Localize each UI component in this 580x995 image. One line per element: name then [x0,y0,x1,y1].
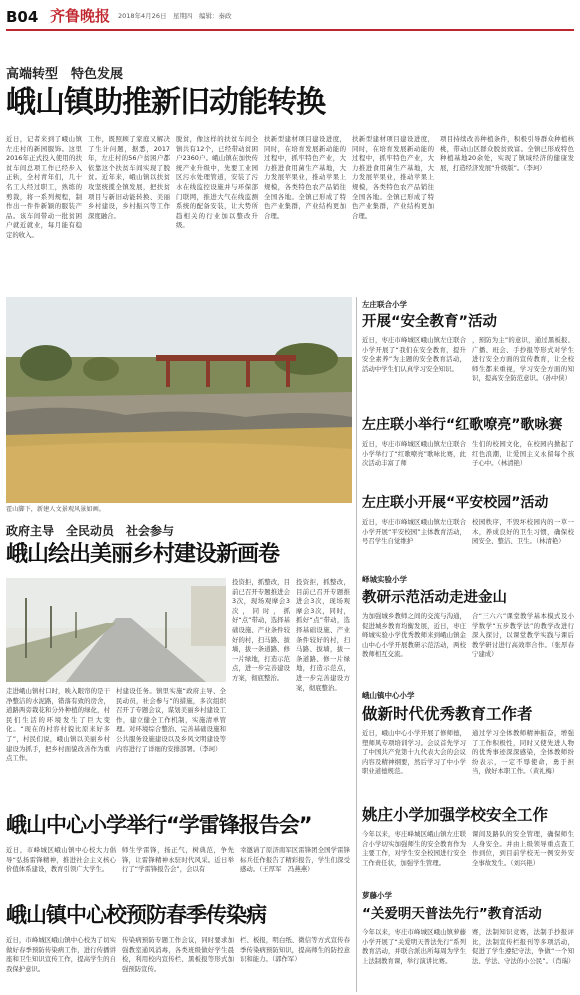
right1-kicker: 左庄联合小学 [362,300,407,309]
right7-title: “关爱明天普法先行”教育活动 [362,906,542,922]
village-landscape-photo [6,297,352,503]
page-header [0,0,580,30]
right5-kicker: 峨山镇中心小学 [362,691,415,700]
right5-title: 做新时代优秀教育工作者 [362,705,533,723]
article1-title: 峨山镇助推新旧动能转换 [6,85,325,120]
article3-title: 峨山中心小学举行“学雷锋报告会” [6,813,312,837]
article2-colA: 投资拒，抓整改，目前已召开专题推进会3次，现场观摩会3次，同时，抓好“点”带动，选择基础设施、产业条件较好的村，扫马路、拔墙，拔一条道路、修一片绿地，打造示范点，进一步完善建设方案，彻底整治。 [232,578,290,682]
article2-colA2: 投资拒，抓整改，目前已召开专题推进会3次，现场观摩会3次，同时，抓好“点”带动，选择基础设施、产业条件较好的村，扫马路、拔墙，拔一条道路、修一片绿地，打造示范点，进一步完善建设方案，彻底整治。 [296,578,350,692]
article1-col5: 项目持续改善种植条件，积极引导群众种植核桃，带动山区群众脱贫致富。全镇已形成特色种植基地20余处，实现了镇域经济的健康发展，打造经济发展“升级版”。（李珂） [440,135,574,172]
column-divider [356,297,357,992]
right3-col2: 校园秩序，不毁坏校园内的一草一木，养成良好的卫生习惯，确保校园安全、整洁、卫生。（林清艳） [472,518,574,546]
article3-col1: 近日，市峰城区峨山镇中心校大力倡导“弘扬雷锋精神，推进社会主义核心价值体系建设，教育引领广大学生。 [6,846,116,874]
right7-col2: 赛，法制知识竞赛，法制手抄报评比，法制宣传栏报刊等多项活动，促进了学生遵纪守法，争做“一个知法、学法、守法的小公民”。（肖瑞） [472,928,575,965]
right1-col2: ，预防为主”的意识，通过黑板报、广播、班会、手抄报等形式对学生进行安全方面的宣传教育，让全校师生都来重视，学习安全方面的知识，提高安全防范意识。（孙中侠） [472,336,574,383]
right4-kicker: 峄城实验小学 [362,575,407,584]
right6-col2: 课间及路队的安全管理，确保师生人身安全。并由上级领导重点查工作到位，到目前学校无一例安外安全事故发生。（刘兴艳） [472,830,574,867]
article1-col1: 近日，记者来到了峨山镇左庄村的新园服饰。这里2016年正式投入使用的扶贫车间总项工作已经步入正轨，全村青年们，几十名工人经过职工，熟练的剪裁，将一系列规程，制作出一件件新颖的服装产品。该车间带动一批贫困户就近就业，每月能有稳定的收入。 [6,135,82,239]
right1-title: 开展“安全教育”活动 [362,314,498,330]
right7-kicker: 萝藤小学 [362,891,392,900]
header-rule [6,29,574,31]
article4-col3: 栏、板报，明白纸、微信等方式宣传春季传染病预防知识，提高师生的防控意识和能力。（郭作军） [240,936,350,964]
road-illustration [6,578,226,682]
landscape-illustration [6,297,352,503]
right3-col1: 近日，枣庄市峰城区峨山镇左庄联合小学开展“平安校园”主体教育活动，号召学生自觉维护 [362,518,466,546]
article3-col2: 师生学雷锋，扬正气，树典范，争先锋，让雷锋精神永驻时代风采。近日举行了“学雷锋报告会”，会以有 [122,846,234,874]
right7-col1: 今年以来，枣庄市峰城区峨山镇萝藤小学开展了“关爱明天普法先行”系列教育活动，并联合派出所每周为学生上法制教育课，举行演讲比赛。 [362,928,466,965]
right4-title: 教研示范活动走进金山 [362,590,507,606]
right3-title: 左庄联小开展“平安校园”活动 [362,495,549,511]
right6-col1: 今年以来，枣庄峰城区峨山镇左庄联合小学切实加强师生的安全教育作为主要工作，对学生安全校园进行安全工作责任状，加强学生管理。 [362,830,466,867]
article1-col2: 工作，既照顾了家庭又解决了生计问题，据悉，2017年，左庄村的56户贫困户都依靠这个扶贫车间实现了脱贫。近年来，峨山镇以扶贫攻坚统揽全镇发展，把扶贫项目与新旧动能转换、美丽乡村建设，乡村振兴等工作深度融合。 [88,135,170,220]
article1-col4: 扶新型建材项目建设进度，同时，在培育发展新动能的过程中，抓牢特色产业，大力推进食用菌生产基地，大力发展苹果业，推动苹果上规模，各类特色农产品销往全国各地。全镇已形成了特色产业集群，产业结构更加合理。 [264,135,346,220]
page-number: B04 [6,8,39,26]
village-road-photo [6,578,226,682]
newspaper-logo: 齐鲁晚报 [50,7,111,25]
article2-colB1: 走进峨山镇村口时，映入眼帘的是干净整洁的水泥路，错落有致的房舍，道路两旁栽花和分外种植的绿化，村民们生活的环境发生了巨大变化。“现在的村容村貌比原来好多了”，村民们说，峨山镇以美丽乡村建设为抓手，把乡村面貌改善作为重点工作。 [6,687,110,763]
article2-colB2: 村建设任务。镇里实施“政府主导、全民动员，社会参与”的措施，多次组织召开了专题会议，谋划美丽乡村建设工作，建立健全工作机制，实施清单管理。对环境综合整治、完善基础设施和公共服务设施建设以及乡风文明建设等内容进行了详细的安排部署。（李珂） [116,687,226,753]
article4-col2: 传染病预防专题工作会议，同时要求加强教室通风消毒，各类班级做好学生晨检，利用校内宣传栏、黑板报等形式加强预防宣传。 [122,936,234,973]
right6-title: 姚庄小学加强学校安全工作 [362,806,549,824]
article2-title: 峨山绘出美丽乡村建设新画卷 [6,542,280,567]
photo1-caption: 霍山脚下，新建人文景观风景如画。 [6,506,105,513]
article1-col4b: 扶新型建材项目建设进度，同时，在培育发展新动能的过程中，抓牢特色产业，大力推进食用菌生产基地，大力发展苹果业，推动苹果上规模，各类特色农产品销往全国各地。全镇已形成了特色产业集群，产业结构更加合理。 [352,135,434,220]
article4-title: 峨山镇中心校预防春季传染病 [6,903,266,927]
right2-col2: 生们的校园文化，在校园内掀起了红色浪潮，让爱国主义永留每个孩子心中。（林清艳） [472,440,574,468]
right5-col1: 近日，峨山中心小学开展了修师德，塑师风专项培训学习。会议首先学习了中国共产党第十九代表大会的会议内容及精神纲要，然后学习了中小学职业道德规范。 [362,729,466,776]
article2-kicker: 政府主导 全民动员 社会参与 [6,524,175,538]
article4-col1: 近日，市峰城区峨山镇中心校为了切实做好春季预防传染病工作，进行传播讲座和卫生知识宣传工作，提高学生的自我保护意识。 [6,936,116,973]
right4-col2: 合“三六六”课堂教学基本模式及小学数学“五步教学法”的教学改进行深入探讨，以课堂教学实践与课后教学研讨进行高效率合作。（张厚春 宁建成） [472,612,580,659]
right2-title: 左庄联小举行“红歌嘹亮”歌咏赛 [362,417,563,433]
issue-date: 2018年4月26日 星期四 编辑：秦政 [118,12,232,20]
article3-col3: 幸邀请了原济南军区雷锋团全国学雷锋标兵任作报告了精彩报告，学生们深受感动。（王厚军 冯燕燕） [240,846,350,874]
right1-col1: 近日，枣庄市峰城区峨山镇左庄联合小学开展了“我们在安全教育，提升安全素养”为主题的安全教育活动，活动中学生们认真学习安全知识。 [362,336,466,373]
article1-col3: 脱贫，像这样的扶贫车间全镇共有12个，已经带动贫困户2360户。峨山镇在加快传统产业升级中，先要工业园区污水处理管道，安装了污水在线监控设施并与环保部门联网，推进大气在线监测系统的配备安装，让大势所趋相关的行业加以整改升级。 [176,135,258,230]
article1-kicker: 高端转型 特色发展 [6,67,124,82]
right5-col2: 通过学习全体教师精神振奋，增强了工作积极性，同时又使先进人物的优秀事迹深深感染，全体教师纷纷表示，一定不辱使命，勇于担当，做好本职工作。（黄礼梅） [472,729,574,776]
right2-col1: 近日，枣庄市峰城区峨山镇左庄联合小学举行了“红歌嘹亮”歌咏比赛，此次活动丰富了师 [362,440,466,468]
right4-col1: 为加强城乡教师之间的交流与沟通，促进城乡教育均衡发展，近日，枣庄峄城实验小学优秀教师来到峨山镇金山中心小学开展教研示范活动，两校教师相互交流。 [362,612,466,659]
